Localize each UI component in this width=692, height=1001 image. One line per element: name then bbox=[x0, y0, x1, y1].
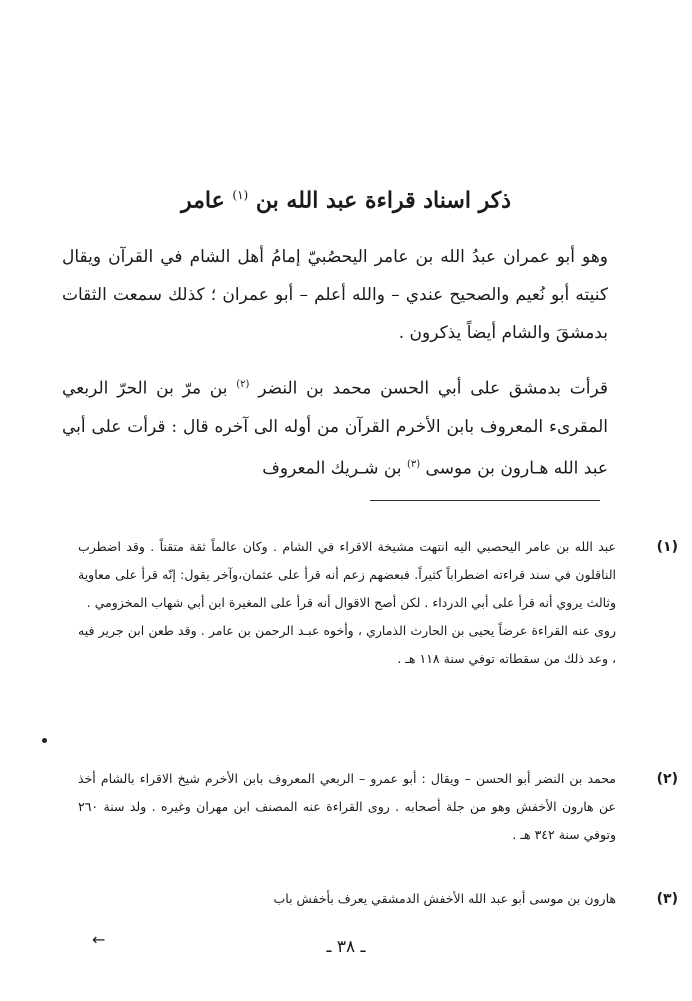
footnote bbox=[78, 765, 678, 849]
footnote-number: (١) bbox=[656, 539, 678, 555]
footnote bbox=[78, 533, 678, 673]
heading-text-end: عامر bbox=[180, 187, 225, 214]
heading-text: ذكر اسناد قراءة عبد الله بن bbox=[255, 187, 512, 214]
body-paragraph-2 bbox=[62, 366, 608, 487]
footnote-text: محمد بن النضر أبو الحسن – ويقال : أبو عمرو – الربعي المعروف بابن الأخرم شيخ الاقراء بالشام أخذ عن هارون الأخفش وهو من جلة أصحابه . روى القراءة عنه المصنف ابن مهران وغيره . ولد سنة ٢٦٠ وتوفي سنة ٣٤٢ هـ . bbox=[78, 771, 616, 842]
paragraph-text: بن مرّ بن الحرّ الربعي المقرىء المعروف بابن الأخرم القرآن من أوله الى آخره قال : قرأت على أبي عبد الله هـارون بن موسى bbox=[62, 378, 608, 479]
footnote-divider bbox=[370, 500, 600, 501]
footnote-number: (٣) bbox=[656, 891, 678, 907]
footnote-text: عبد الله بن عامر اليحصبي اليه انتهت مشيخة الاقراء في الشام . وكان عالماً ثقة متقناً . وقد اضطرب الناقلون في سند قراءته اضطراباً كثيراً. فبعضهم زعم أنه قرأ على عثمان،وآخر يقول: إنّه قرأ على معاوية وثالث يروي أنه قرأ على أبي الدرداء . لكن أصح الاقوال أنه قرأ على المغيرة ابن أبي شهاب المخزومي . bbox=[78, 539, 616, 610]
page-number: ـ ٣٨ ـ bbox=[326, 937, 366, 957]
heading-footnote-ref: (١) bbox=[232, 188, 249, 202]
body-paragraph-1: وهو أبو عمران عبدُ الله بن عامر اليحصُبيّ إمامُ أهل الشام في القرآن ويقال كنيته أبو نُعيم والصحيح عندي – والله أعلم – أبو عمران ؛ كذلك سمعت الثقات بدمشقَ والشام أيضاً يذكرون . bbox=[62, 247, 608, 343]
ink-dot bbox=[42, 738, 47, 743]
continuation-arrow-icon: ← bbox=[92, 930, 106, 949]
footnote-body bbox=[78, 533, 616, 673]
footnote-ref: (٣) bbox=[406, 458, 421, 470]
footnote-text: هارون بن موسى أبو عبد الله الأخفش الدمشقي يعرف بأخفش باب bbox=[273, 891, 616, 906]
footnote-text: روى عنه القراءة عرضاً يحيى بن الحارث الذماري ، وأخوه عبـد الرحمن بن عامر . وقد طعن ابن جرير فيه ، وعد ذلك من سقطاته توفي سنة ١١٨ هـ . bbox=[78, 623, 616, 666]
footnote-number: (٢) bbox=[656, 771, 678, 787]
section-heading bbox=[0, 175, 692, 220]
paragraph-text: بن شـريك المعروف bbox=[262, 458, 402, 479]
footnote-body bbox=[78, 765, 616, 849]
paragraph-text: قرأت بدمشق على أبي الحسن محمد بن النضر bbox=[258, 378, 609, 399]
footnote-ref: (٢) bbox=[236, 379, 250, 390]
footnote-body bbox=[78, 885, 616, 913]
footnote bbox=[78, 885, 678, 913]
